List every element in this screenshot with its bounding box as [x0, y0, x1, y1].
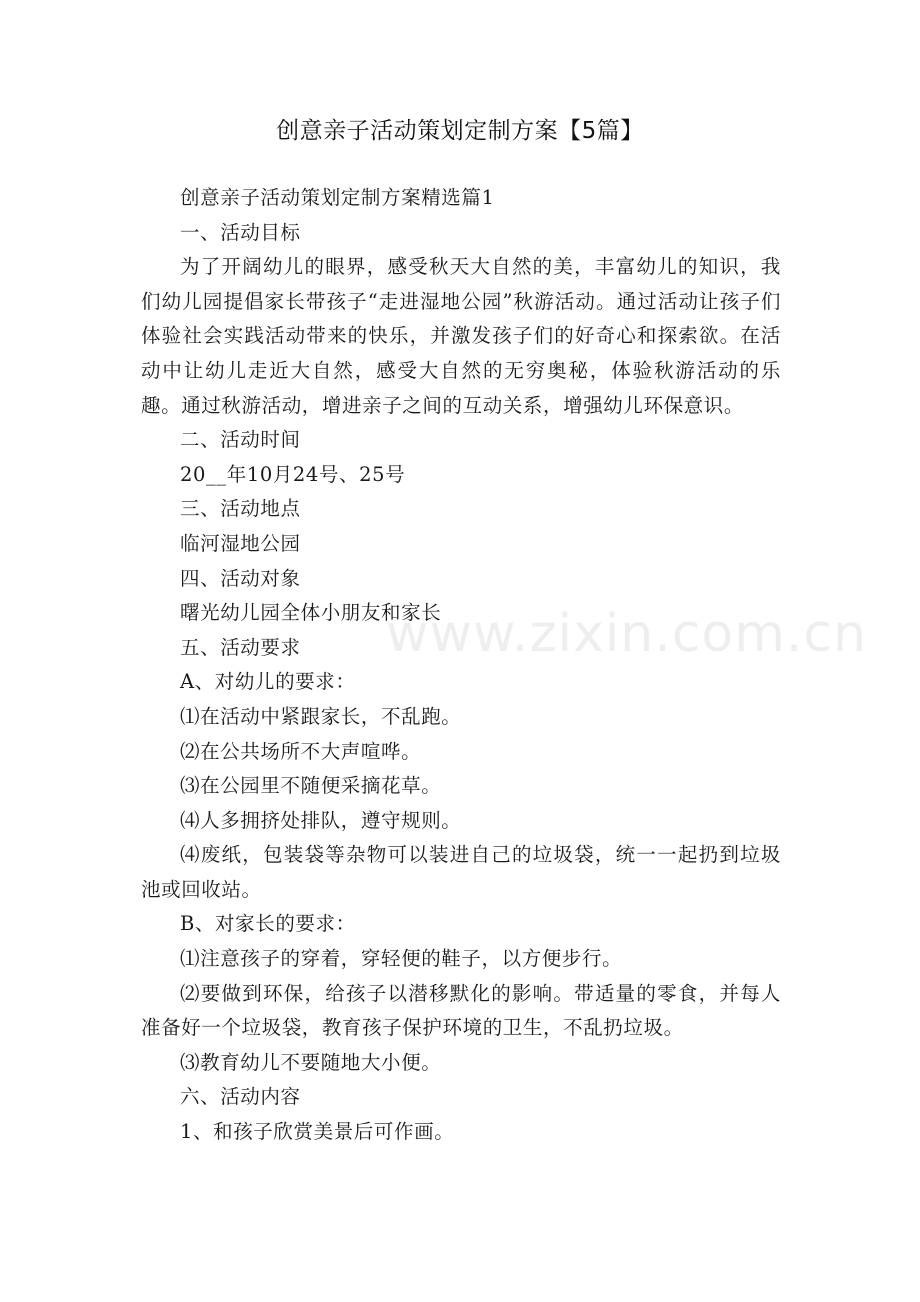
subheading-parents: B、对家长的要求： — [180, 912, 356, 936]
list-item: 1、和孩子欣赏美景后可作画。 — [180, 1120, 455, 1144]
heading-goal: 一、活动目标 — [180, 220, 301, 244]
heading-location: 三、活动地点 — [180, 497, 301, 521]
document-title: 创意亲子活动策划定制方案【5篇】 — [276, 118, 644, 144]
list-item: ⑷人多拥挤处排队，遵守规则。 — [180, 808, 462, 832]
list-item: ⑵要做到环保，给孩子以潜移默化的影响。带适量的零食，并每人准备好一个垃圾袋，教育孩子保护环境的卫生，不乱扔垃圾。 — [141, 981, 781, 1040]
list-item: ⑷废纸，包装袋等杂物可以装进自己的垃圾袋，统一一起扔到垃圾池或回收站。 — [141, 843, 781, 901]
list-item: ⑵在公共场所不大声喧哗。 — [180, 739, 422, 763]
list-item: ⑴注意孩子的穿着，穿轻便的鞋子，以方便步行。 — [180, 947, 623, 971]
list-item: ⑶教育幼儿不要随地大小便。 — [180, 1050, 442, 1074]
heading-requirements: 五、活动要求 — [180, 635, 301, 659]
paragraph-goal: 为了开阔幼儿的眼界，感受秋天大自然的美，丰富幼儿的知识，我们幼儿园提倡家长带孩子“走进湿地公园”秋游活动。通过活动让孩子们体验社会实践活动带来的快乐，并激发孩子们的好奇心和探索欲。在活动中让幼儿走近大自然，感受大自然的无穷奥秘，体验秋游活动的乐趣。通过秋游活动，增进亲子之间的互动关系，增强幼儿环保意识。 — [141, 255, 781, 417]
paragraph-location: 临河湿地公园 — [180, 531, 301, 555]
heading-time: 二、活动时间 — [180, 428, 301, 452]
list-item: ⑶在公园里不随便采摘花草。 — [180, 774, 442, 798]
heading-audience: 四、活动对象 — [180, 566, 301, 590]
subheading-children: A、对幼儿的要求： — [180, 670, 356, 694]
paragraph-audience: 曙光幼儿园全体小朋友和家长 — [180, 601, 442, 625]
heading-content: 六、活动内容 — [180, 1085, 301, 1109]
document-body — [141, 181, 781, 1150]
list-item: ⑴在活动中紧跟家长，不乱跑。 — [180, 704, 462, 728]
section-heading-article: 创意亲子活动策划定制方案精选篇1 — [180, 186, 495, 209]
paragraph-time: 20__年10月24号、25号 — [180, 462, 406, 486]
watermark: www.zixin.com.cn — [386, 604, 867, 664]
